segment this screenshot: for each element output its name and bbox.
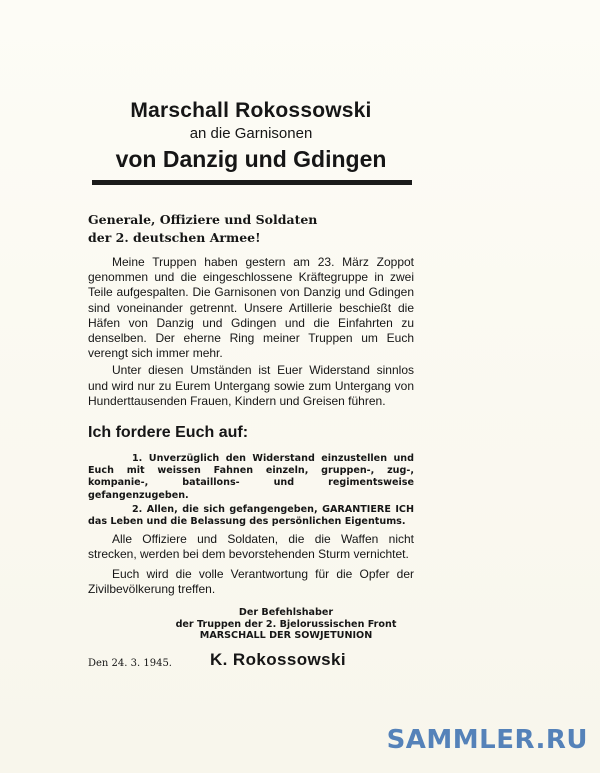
- title-line-2: an die Garnisonen: [189, 125, 313, 142]
- paragraph-4: Euch wird die volle Verantwortung für die Opfer der Zivilbevölkerung treffen.: [88, 566, 414, 596]
- title-line-3: von Danzig und Gdingen: [115, 146, 387, 172]
- paragraph-2: Unter diesen Umständen ist Euer Widerstand sinnlos und wird nur zu Eurem Untergang sowie zum Untergang von Hunderttausenden Frauen, Kindern und Greisen führen.: [88, 363, 414, 408]
- salutation-line-1: Generale, Offiziere und Soldaten: [88, 212, 318, 227]
- demand-item-2: 2. Allen, die sich gefangengeben, GARANTIERE ICH das Leben und die Belassung des persönlichen Eigentums.: [88, 503, 414, 528]
- title-line-1: Marschall Rokossowski: [130, 99, 372, 122]
- signature-line-3: MARSCHALL DER SOWJETUNION: [199, 630, 373, 642]
- signature-block: [88, 607, 414, 642]
- watermark: SAMMLER.RU: [386, 725, 588, 755]
- signature-line-1: Der Befehlshaber: [238, 607, 334, 619]
- signature-name: K. Rokossowski: [210, 649, 346, 669]
- salutation: [88, 211, 414, 247]
- signature-row: [88, 648, 414, 674]
- leaflet-content: [88, 98, 414, 674]
- demand-heading: Ich fordere Euch auf:: [88, 424, 249, 442]
- paragraph-3: Alle Offiziere und Soldaten, die die Waffen nicht strecken, werden bei dem bevorstehenden Sturm vernichtet.: [88, 532, 414, 562]
- demand-item-1: 1. Unverzüglich den Widerstand einzustellen und Euch mit weissen Fahnen einzeln, gruppen-, zug-, kompanie-, bataillons- und regimentsweise gefangenzugeben.: [88, 453, 414, 501]
- date: Den 24. 3. 1945.: [88, 657, 172, 669]
- salutation-line-2: der 2. deutschen Armee!: [88, 230, 261, 245]
- paragraph-1: Meine Truppen haben gestern am 23. März Zoppot genommen und die eingeschlossene Kräftegruppe in zwei Teile aufgespalten. Die Garnisonen von Danzig und Gdingen sind voneinander getrennt. Unsere Artillerie beschießt die Häfen von Danzig und Gdingen und die Einfahrten zu denselben. Der eherne Ring meiner Truppen um Euch verengt sich immer mehr.: [88, 255, 414, 361]
- title-rule: [92, 180, 412, 185]
- signature-line-2: der Truppen der 2. Bjelorussischen Front: [175, 618, 397, 630]
